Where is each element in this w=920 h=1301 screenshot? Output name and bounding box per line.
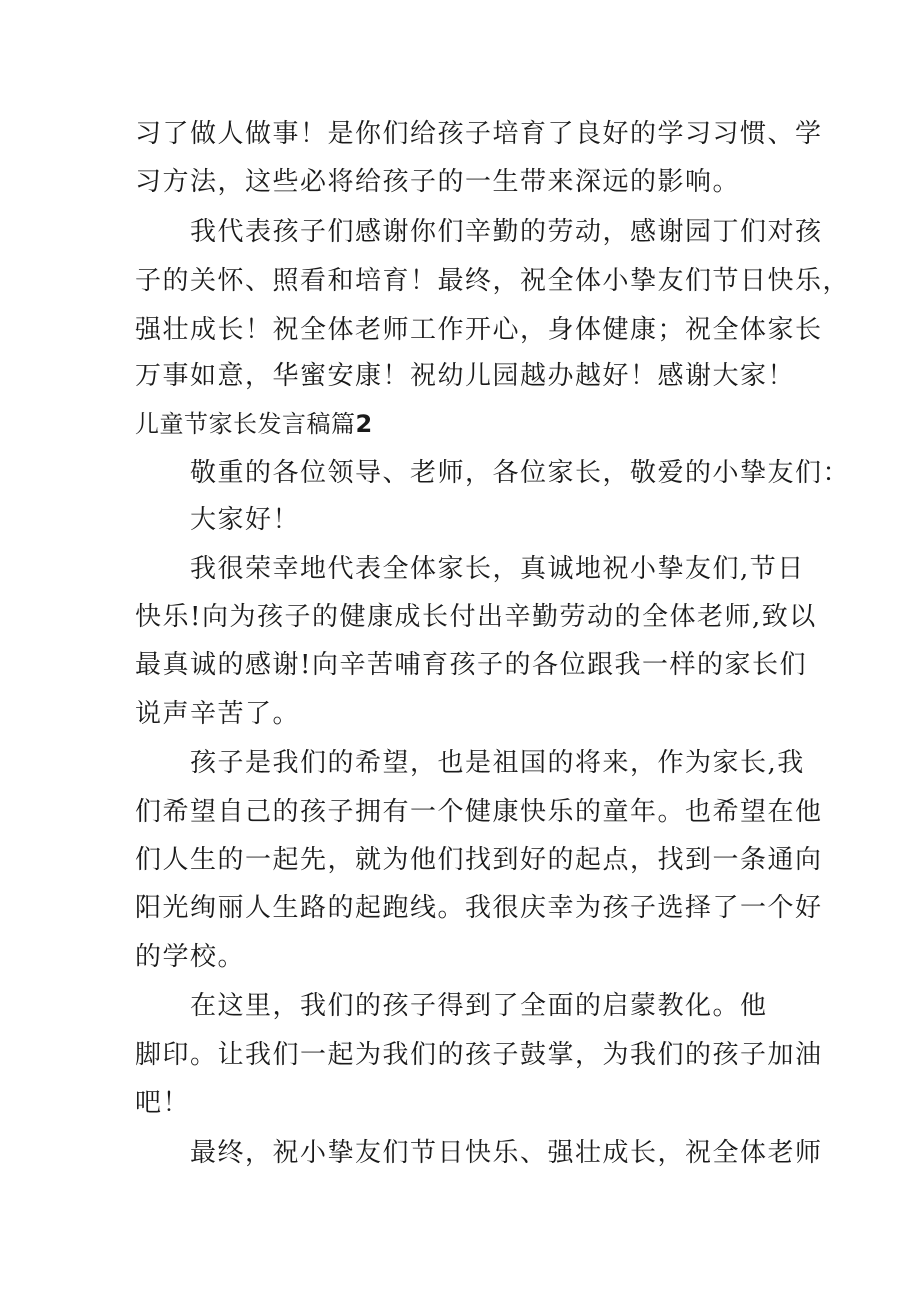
paragraph-5-line-2: 快乐!向为孩子的健康成长付出辛勤劳动的全体老师,致以 bbox=[135, 602, 817, 632]
paragraph-2-line-3: 强壮成长！祝全体老师工作开心，身体健康；祝全体家长 bbox=[135, 315, 823, 345]
paragraph-2-line-4: 万事如意，华蜜安康！祝幼儿园越办越好！感谢大家！ bbox=[135, 361, 796, 391]
paragraph-2-line-2: 子的关怀、照看和培育！最终，祝全体小挚友们节日快乐， bbox=[135, 266, 851, 296]
paragraph-6-line-3: 们人生的一起先，就为他们找到好的起点，找到一条通向 bbox=[135, 845, 823, 875]
paragraph-1-line-1: 习了做人做事！是你们给孩子培育了良好的学习习惯、学 bbox=[135, 119, 823, 149]
paragraph-7-line-3: 吧！ bbox=[135, 1088, 191, 1118]
paragraph-7-line-1: 在这里，我们的孩子得到了全面的启蒙教化。他 bbox=[190, 991, 768, 1021]
paragraph-6-line-5: 的学校。 bbox=[135, 942, 246, 972]
paragraph-1-line-2: 习方法，这些必将给孩子的一生带来深远的影响。 bbox=[135, 167, 741, 197]
section-heading-number: 2 bbox=[355, 410, 373, 438]
paragraph-7-line-2: 脚印。让我们一起为我们的孩子鼓掌，为我们的孩子加油 bbox=[135, 1040, 823, 1070]
paragraph-6-line-1: 孩子是我们的希望，也是祖国的将来，作为家长,我 bbox=[190, 748, 805, 778]
section-heading-text: 儿童节家长发言稿篇 bbox=[135, 410, 356, 438]
paragraph-3-line-1: 敬重的各位领导、老师，各位家长，敬爱的小挚友们： bbox=[190, 458, 851, 488]
paragraph-8-line-1: 最终，祝小挚友们节日快乐、强壮成长，祝全体老师 bbox=[190, 1138, 823, 1168]
paragraph-2-line-1: 我代表孩子们感谢你们辛勤的劳动，感谢园丁们对孩 bbox=[190, 217, 823, 247]
paragraph-6-line-2: 们希望自己的孩子拥有一个健康快乐的童年。也希望在他 bbox=[135, 797, 823, 827]
paragraph-5-line-4: 说声辛苦了。 bbox=[135, 699, 301, 729]
section-heading bbox=[135, 409, 373, 439]
paragraph-5-line-3: 最真诚的感谢!向辛苦哺育孩子的各位跟我一样的家长们 bbox=[135, 650, 807, 680]
paragraph-4-line-1: 大家好！ bbox=[190, 505, 301, 535]
paragraph-5-line-1: 我很荣幸地代表全体家长，真诚地祝小挚友们,节日 bbox=[190, 554, 805, 584]
paragraph-6-line-4: 阳光绚丽人生路的起跑线。我很庆幸为孩子选择了一个好 bbox=[135, 893, 823, 923]
